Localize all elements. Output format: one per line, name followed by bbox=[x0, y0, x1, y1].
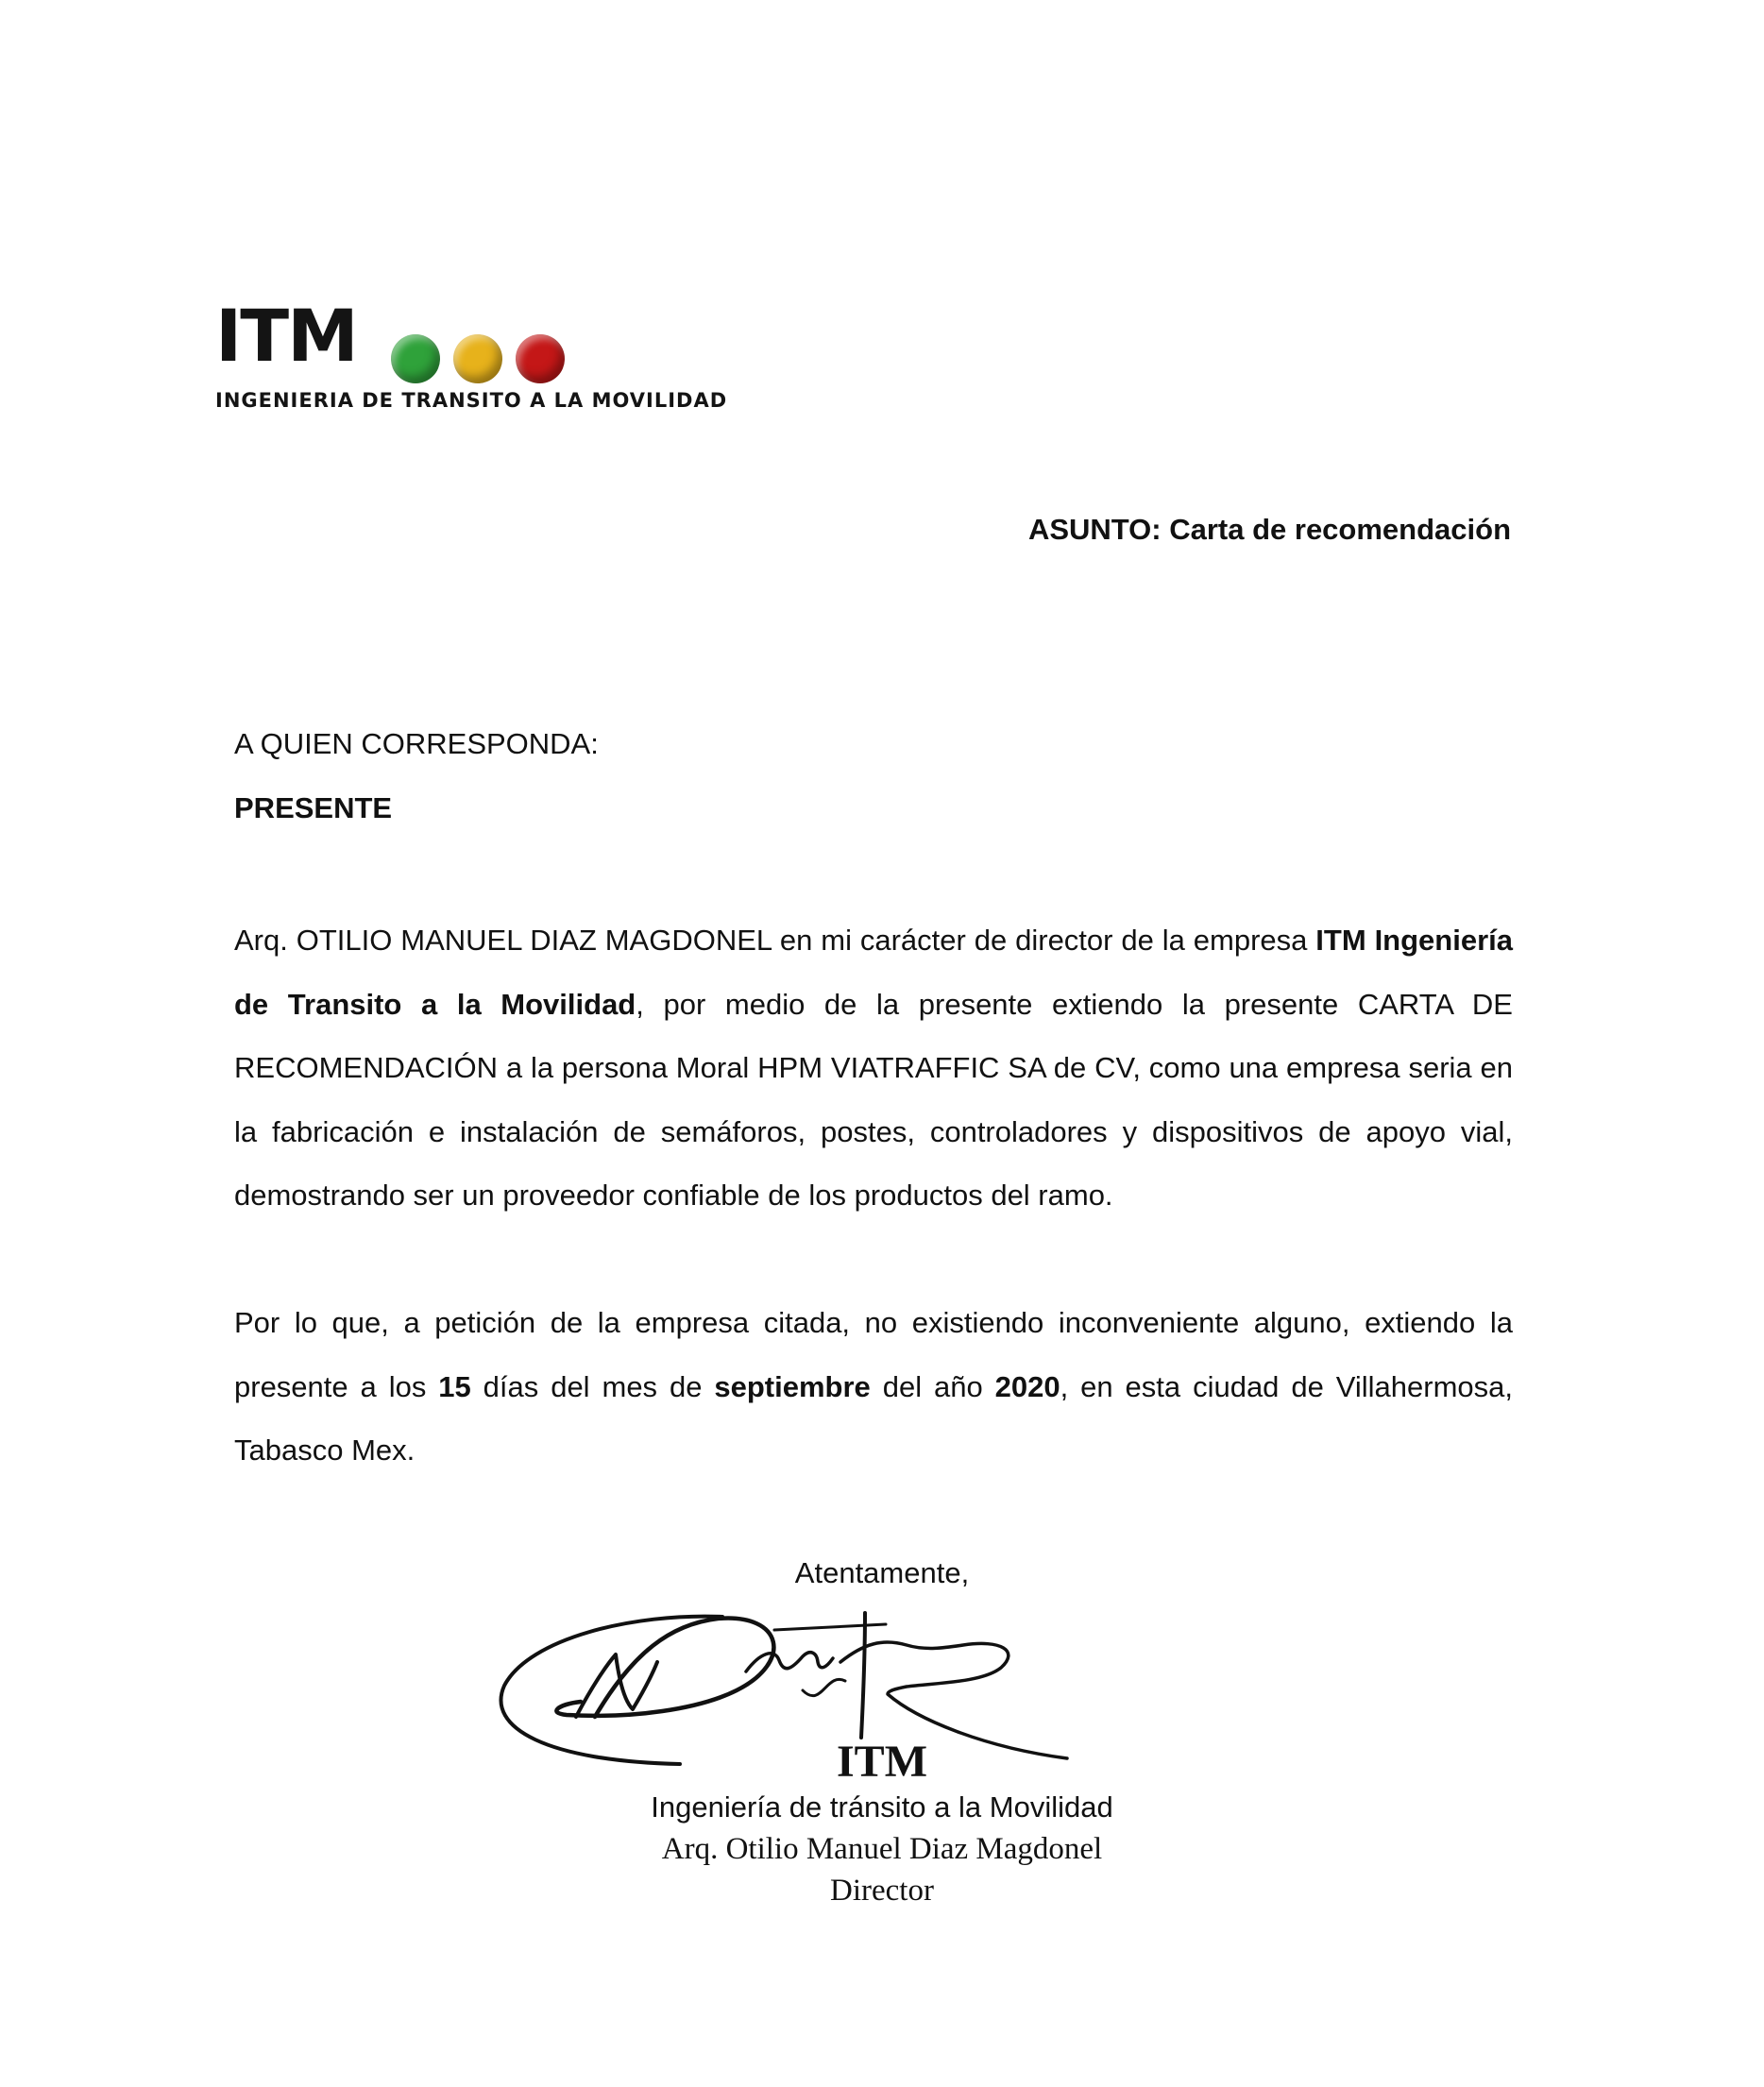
paragraph-text: días del mes de bbox=[470, 1369, 715, 1403]
recipient-line: A QUIEN CORRESPONDA: bbox=[234, 727, 599, 760]
company-logo bbox=[215, 294, 782, 423]
paragraph-text: , por medio de la presente extiendo la presente CARTA DE RECOMENDACIÓN a la persona Moral HPM VIATRAFFIC SA de CV, como una empresa seria en la fabricación e instalación de semáforos, postes, controladores y dispositivos de apoyo vial, demostrando ser un proveedor confiable de los productos del ramo. bbox=[234, 987, 1513, 1212]
paragraph-text: , en esta ciudad de Villahermosa, Tabasco Mex. bbox=[234, 1369, 1513, 1467]
green-light-icon bbox=[391, 334, 440, 383]
logo-tagline: INGENIERIA DE TRANSITO A LA MOVILIDAD bbox=[215, 389, 728, 412]
paragraph-recommendation bbox=[234, 908, 1513, 1228]
paragraph-text: del año bbox=[870, 1369, 995, 1403]
logo-wordmark: ITM bbox=[215, 294, 357, 378]
yellow-light-icon bbox=[453, 334, 502, 383]
date-month: septiembre bbox=[714, 1369, 871, 1403]
signature-organization: ITM bbox=[837, 1737, 927, 1787]
date-day: 15 bbox=[438, 1369, 471, 1403]
letter-subject: ASUNTO: Carta de recomendación bbox=[1027, 513, 1511, 546]
signature-company: Ingeniería de tránsito a la Movilidad bbox=[651, 1790, 1113, 1824]
signature-title: Director bbox=[830, 1874, 934, 1908]
closing-salutation: Atentamente, bbox=[794, 1556, 970, 1589]
paragraph-text: Por lo que, a petición de la empresa citada, no existiendo inconveniente alguno, extiendo la presente a los bbox=[234, 1306, 1513, 1403]
recipient-block bbox=[234, 727, 1513, 856]
paragraph-date bbox=[234, 1291, 1513, 1483]
date-year: 2020 bbox=[994, 1369, 1060, 1403]
company-name-bold: ITM Ingeniería de Transito a la Movilidad bbox=[234, 924, 1513, 1021]
red-light-icon bbox=[516, 334, 565, 383]
signature-name: Arq. Otilio Manuel Diaz Magdonel bbox=[661, 1832, 1103, 1866]
presente-line: PRESENTE bbox=[234, 791, 393, 824]
paragraph-text: Arq. OTILIO MANUEL DIAZ MAGDONEL en mi carácter de director de la empresa bbox=[234, 924, 1316, 957]
traffic-lights-icon bbox=[391, 334, 570, 387]
